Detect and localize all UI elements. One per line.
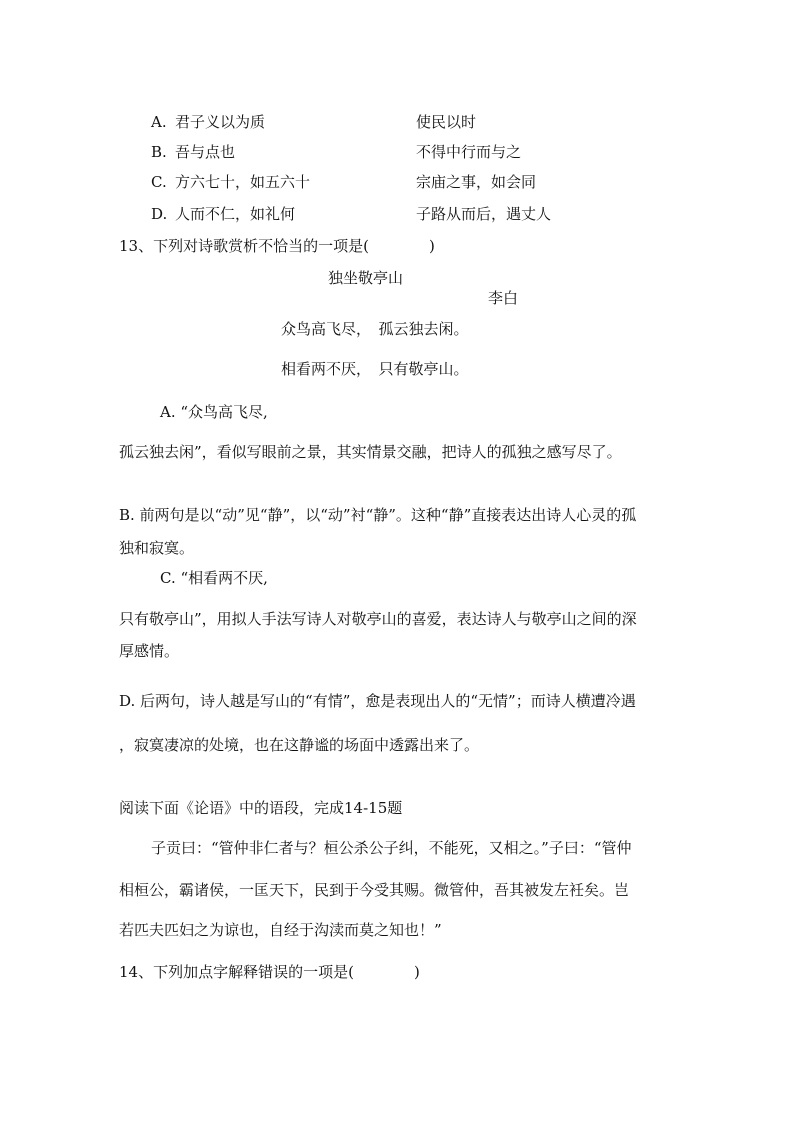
passage-line-2: 相桓公，霸诸侯，一匡天下，民到于今受其赐。微管仲，吾其被发左衽矣。岂 (119, 881, 630, 899)
q13-stem: 13、下列对诗歌赏析不恰当的一项是( ) (119, 237, 435, 255)
q13-option-d-line-1: D. 后两句，诗人越是写山的“有情”，愈是表现出人的“无情”；而诗人横遭冷遇 (119, 692, 636, 710)
q12-option-c (151, 172, 310, 192)
poem-line-2: 相看两不厌， 只有敬亭山。 (281, 360, 469, 378)
option-left-text: 吾与点也 (175, 143, 236, 161)
passage-line-1: 子贡曰：“管仲非仁者与？桓公杀公子纠，不能死，又相之。”子曰：“管仲 (151, 839, 632, 857)
q13-option-c-line-3: 厚感情。 (119, 642, 180, 660)
option-letter: A. (151, 113, 167, 131)
reading-intro: 阅读下面《论语》中的语段，完成14-15题 (119, 799, 403, 817)
q13-option-d-line-2: ，寂寞凄凉的处境，也在这静谧的场面中透露出来了。 (119, 736, 480, 754)
q12-option-b-right: 不得中行而与之 (416, 143, 522, 161)
poem-line-1: 众鸟高飞尽， 孤云独去闲。 (281, 320, 469, 338)
option-left-text: 君子义以为质 (175, 113, 266, 131)
q13-option-b-line-1: B. 前两句是以“动”见“静”，以“动”衬“静”。这种“静”直接表达出诗人心灵的孤 (119, 506, 637, 524)
q13-option-c-line-2: 只有敬亭山”，用拟人手法写诗人对敬亭山的喜爱，表达诗人与敬亭山之间的深 (119, 610, 637, 628)
q13-option-a-line-2: 孤云独去闲”，看似写眼前之景，其实情景交融，把诗人的孤独之感写尽了。 (119, 443, 622, 461)
option-left-text: 人而不仁，如礼何 (175, 205, 296, 223)
poem-title: 独坐敬亭山 (328, 269, 404, 287)
q12-option-c-right: 宗庙之事，如会同 (416, 173, 537, 191)
q12-option-a (151, 112, 265, 132)
q14-stem: 14、下列加点字解释错误的一项是( ) (119, 963, 420, 981)
option-letter: B. (151, 143, 167, 161)
q13-option-a-line-1: A. “众鸟高飞尽, (160, 403, 268, 421)
option-left-text: 方六七十，如五六十 (175, 173, 311, 191)
q12-option-d-right: 子路从而后，遇丈人 (416, 205, 552, 223)
passage-line-3: 若匹夫匹妇之为谅也，自经于沟渎而莫之知也！” (119, 921, 442, 939)
q13-option-c-line-1: C. “相看两不厌, (160, 569, 268, 587)
poem-author: 李白 (488, 289, 519, 307)
q12-option-b (151, 142, 235, 162)
q12-option-d (151, 204, 295, 224)
q13-option-b-line-2: 独和寂寞。 (119, 539, 195, 557)
option-letter: C. (151, 173, 167, 191)
option-letter: D. (151, 205, 168, 223)
q12-option-a-right: 使民以时 (416, 113, 477, 131)
